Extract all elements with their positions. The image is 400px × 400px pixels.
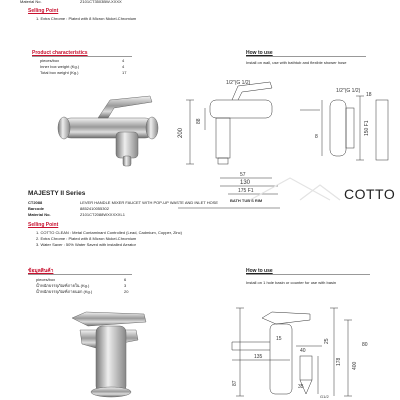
- selling-point-item: 3. Water Saver : 50% Water Saved with installed Aerator: [36, 242, 136, 247]
- char-row-value: 6: [124, 277, 127, 282]
- char-row-value: 4: [122, 58, 125, 63]
- dim-40: 40: [300, 348, 306, 354]
- selling-point-item: 1. COTTO CLEAN : Metal Contaminant Controlled (Lead, Cadmium, Copper, Zinc): [36, 230, 182, 235]
- model-value: LEVER HANDLE MIXER FAUCET WITH POP-UP WASTE AND INLET HOSE: [80, 200, 219, 205]
- series-title: MAJESTY II Series: [28, 190, 86, 197]
- dim-35: 35: [298, 384, 304, 390]
- dim-18: 18: [366, 92, 372, 98]
- char-row-label: Total box weight (Kg.): [40, 70, 79, 75]
- dim-57: 57: [240, 172, 246, 178]
- selling-point-title: Selling Point: [28, 8, 59, 14]
- char-row-label: น้ำหนักบรรจุภัณฑ์ภายใน (Kg.): [36, 283, 90, 288]
- header-cut-value: Z101CT3503BW-XXXX: [80, 0, 122, 4]
- product-characteristics-title: Product characteristics: [32, 50, 88, 56]
- dim-87: 87: [232, 380, 238, 386]
- barcode-value: 8852410055302: [80, 206, 109, 211]
- model-label: CT2088: [28, 200, 43, 205]
- dim-130: 130: [240, 180, 251, 186]
- how-to-use-title: How to use: [246, 50, 273, 56]
- char-row-label: น้ำหนักบรรจุภัณฑ์ภายนอก (Kg.): [36, 289, 93, 294]
- how-to-use-text: Install on wall, use with bathtub and flexible shower hose: [246, 60, 347, 65]
- dim-178: 178: [336, 357, 342, 366]
- material-label: Material No.: [28, 212, 51, 217]
- bath-rim-caption: BATH TUB'S RIM: [230, 198, 263, 203]
- material-value: Z101CT2088WXXXXXL1: [80, 212, 125, 217]
- char-row-value: 4: [122, 64, 125, 69]
- dim-175: 175 F1: [238, 188, 254, 194]
- dim-g12-bottom: G1/2: [320, 394, 329, 399]
- selling-point-title-2: Selling Point: [28, 222, 59, 228]
- brand-name: COTTO: [344, 186, 396, 202]
- dim-135: 135: [254, 354, 263, 360]
- dim-g12: 1/2"(G 1/2): [226, 80, 251, 86]
- dim-g12b: 1/2"(G 1/2): [336, 88, 361, 94]
- product-info-title: ข้อมูลสินค้า: [28, 268, 54, 274]
- dim-8: 8: [315, 134, 318, 140]
- dim-200: 200: [178, 127, 184, 138]
- header-cut-label: Material No.: [20, 0, 42, 4]
- selling-point-item: 2. Extra Chrome : Plated with 8 Micron Nickel-Chromium: [36, 236, 137, 241]
- selling-point-item: 1. Extra Chrome : Plated with 8 Micron Nickel-Chromium: [36, 16, 137, 21]
- dim-25: 25: [324, 338, 330, 344]
- char-row-value: 17: [122, 70, 127, 75]
- dim-150: 150 F1: [364, 120, 370, 136]
- how-to-use-title-2: How to use: [246, 268, 273, 274]
- char-row-value: 20: [124, 289, 129, 294]
- dim-88: 88: [196, 118, 202, 124]
- char-row-label: Inner box weight (Kg.): [40, 64, 80, 69]
- char-row-label: pieces/box: [36, 277, 56, 282]
- dim-80: 80: [362, 342, 368, 348]
- barcode-label: Barcode: [28, 206, 45, 211]
- char-row-label: pieces/box: [40, 58, 60, 63]
- char-row-value: 3: [124, 283, 127, 288]
- how-to-use-text-2: Install on 1 hole basin or counter for use with basin: [246, 280, 337, 285]
- dim-400: 400: [352, 361, 358, 370]
- dim-15: 15: [276, 336, 282, 342]
